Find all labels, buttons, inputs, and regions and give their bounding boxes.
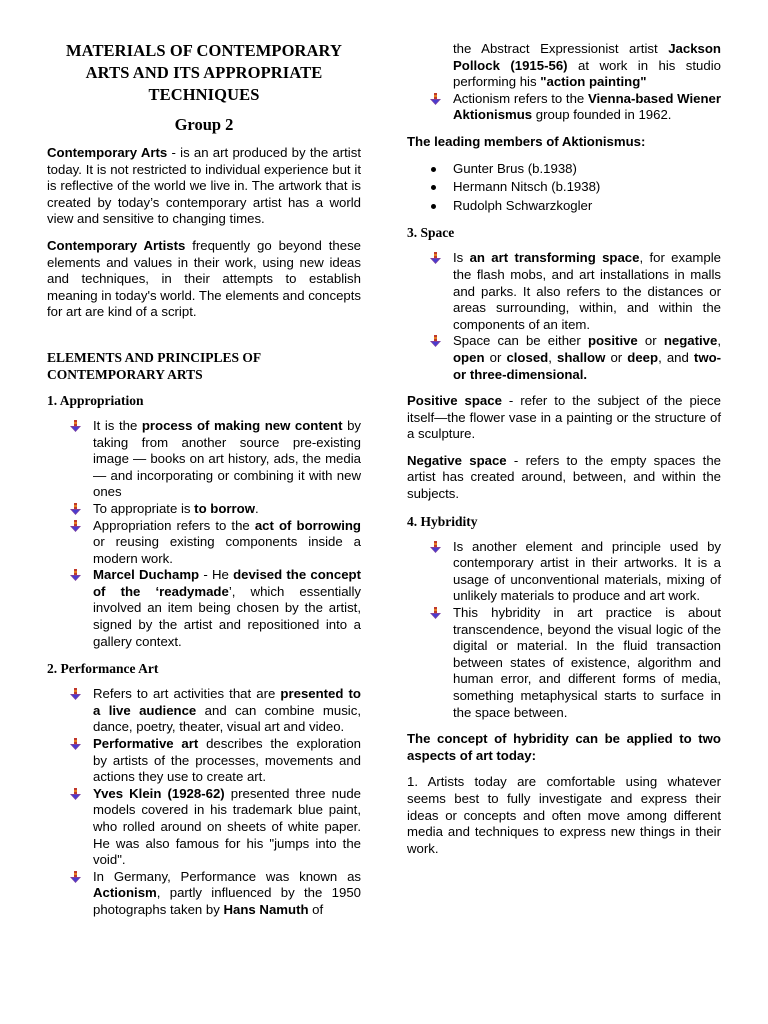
arrow-bullet-icon bbox=[69, 569, 82, 582]
members-list bbox=[407, 161, 721, 215]
arrow-bullet-icon bbox=[69, 871, 82, 884]
arrow-bullet-icon bbox=[429, 93, 442, 106]
arrow-bullet-icon bbox=[69, 788, 82, 801]
title-line: MATERIALS OF CONTEMPORARY bbox=[65, 41, 342, 60]
arrow-bullet-icon bbox=[69, 503, 82, 516]
leading-members-heading: The leading members of Aktionismus: bbox=[407, 133, 646, 149]
section-heading-appropriation: 1. Appropriation bbox=[47, 392, 144, 408]
list-item: Actionism refers to the Vienna-based Wiener Aktionismus group founded in 1962. bbox=[407, 91, 721, 124]
list-item: Space can be either positive or negative, open or closed, shallow or deep, and two-or three-dimensional. bbox=[407, 333, 721, 383]
list-item: This hybridity in art practice is about transcendence, beyond the visual logic of the digital or material. In the fluid transaction between states of existence, algorithm and human error, and different forms of media, something metaphysical starts to surface in the space between. bbox=[407, 605, 721, 721]
arrow-bullet-icon bbox=[69, 688, 82, 701]
hybridity-concept-heading: The concept of hybridity can be applied to two aspects of art today: bbox=[407, 731, 721, 763]
list-item: Hermann Nitsch (b.1938) bbox=[407, 179, 721, 196]
arrow-bullet-icon bbox=[429, 252, 442, 265]
hybridity-point-1: 1. Artists today are comfortable using whatever seems best to fully investigate and express their ideas or concepts and often move among different media and techniques to express new things in their work. bbox=[407, 774, 721, 856]
left-column bbox=[47, 40, 361, 929]
group-label: Group 2 bbox=[174, 115, 234, 134]
space-list bbox=[407, 250, 721, 383]
arrow-bullet-icon bbox=[429, 335, 442, 348]
arrow-bullet-icon bbox=[429, 541, 442, 554]
arrow-bullet-icon bbox=[69, 738, 82, 751]
list-item: Refers to art activities that are presented to a live audience and can combine music, dance, poetry, theater, visual art and video. bbox=[47, 686, 361, 736]
list-item: Rudolph Schwarzkogler bbox=[407, 198, 721, 215]
bullet-dot-icon bbox=[431, 185, 436, 190]
actionism-continued-list bbox=[407, 41, 721, 124]
list-item: It is the process of making new content by taking from another source pre-existing image — books on art history, ads, the media — and incorporating or combining it with new ones bbox=[47, 418, 361, 501]
section-heading-performance-art: 2. Performance Art bbox=[47, 661, 159, 677]
list-item: Is another element and principle used by contemporary artist in their artworks. It is a usage of unconventional materials, mixing of unlikely materials to produce and art work. bbox=[407, 539, 721, 605]
arrow-bullet-icon bbox=[69, 420, 82, 433]
arrow-bullet-icon bbox=[429, 607, 442, 620]
positive-space-paragraph: Positive space - refer to the subject of the piece itself—the flower vase in a painting or the structure of a sculpture. bbox=[407, 393, 721, 442]
contemporary-artists-paragraph: Contemporary Artists frequently go beyond these elements and values in their work, using new ideas and techniques, in their attempts to establish meaning in today's world. The elements and concepts for art are kind of a script. bbox=[47, 237, 362, 320]
list-item: Appropriation refers to the act of borrowing or reusing existing components inside a modern work. bbox=[47, 518, 361, 568]
list-item: Marcel Duchamp - He devised the concept of the ‘readymade’, which essentially involved an item being chosen by the artist, signed by the artist and repositioned into a gallery context. bbox=[47, 567, 361, 650]
list-item: In Germany, Performance was known as Actionism, partly influenced by the 1950 photographs taken by Hans Namuth of bbox=[47, 869, 361, 919]
elements-heading: ELEMENTS AND PRINCIPLES OF CONTEMPORARY ARTS bbox=[47, 349, 262, 382]
right-column bbox=[407, 41, 721, 867]
section-heading-space: 3. Space bbox=[407, 225, 455, 241]
negative-space-paragraph: Negative space - refers to the empty spaces the artist has created around, between, and within the subjects. bbox=[407, 452, 721, 502]
appropriation-list bbox=[47, 418, 361, 650]
document-title bbox=[47, 40, 361, 106]
title-line: ARTS AND ITS APPROPRIATE bbox=[85, 63, 323, 82]
list-item: To appropriate is to borrow. bbox=[47, 501, 361, 518]
list-item: Gunter Brus (b.1938) bbox=[407, 161, 721, 178]
performance-art-list bbox=[47, 686, 361, 918]
list-item: Performative art describes the exploration by artists of the processes, movements and actions they use to create art. bbox=[47, 736, 361, 786]
contemporary-arts-paragraph: Contemporary Arts - is an art produced by the artist today. It is not restricted to individual experience but it is reflective of the world we live in. The artwork that is created by today’s contemporary artist has a world view and sensitive to changing times. bbox=[47, 145, 361, 227]
list-item: Is an art transforming space, for example the flash mobs, and art installations in malls and parks. It also refers to the distances or areas surrounding, within, and within the components of an item. bbox=[407, 250, 721, 333]
list-item: Yves Klein (1928-62) presented three nude models covered in his trademark blue paint, who rolled around on sheets of white paper. He was also famous for his "jumps into the void". bbox=[47, 786, 361, 869]
bullet-dot-icon bbox=[431, 204, 436, 209]
title-line: TECHNIQUES bbox=[148, 85, 260, 104]
section-heading-hybridity: 4. Hybridity bbox=[407, 513, 478, 529]
arrow-bullet-icon bbox=[69, 520, 82, 533]
hybridity-list bbox=[407, 539, 721, 722]
list-item-continuation: the Abstract Expressionist artist Jackson Pollock (1915-56) at work in his studio performing his "action painting" bbox=[453, 41, 721, 90]
bullet-dot-icon bbox=[431, 167, 436, 172]
